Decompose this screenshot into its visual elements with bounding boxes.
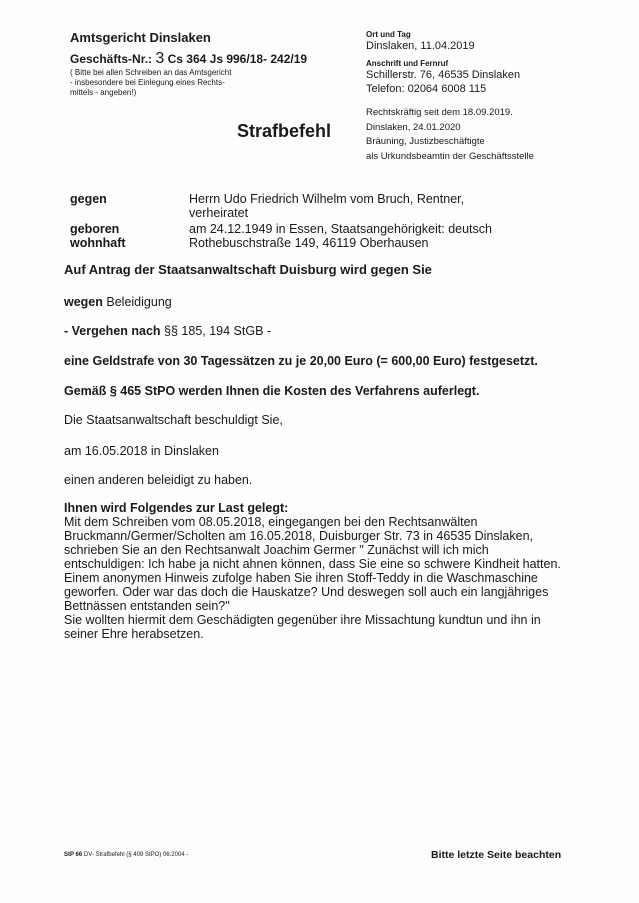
charge-line: Einem anonymen Hinweis zufolge haben Sie ihren Stoff-Teddy in die Waschmaschine xyxy=(64,571,538,585)
charge-line: schrieben Sie an den Rechtsanwalt Joachim Germer " Zunächst will ich mich xyxy=(64,543,489,557)
offense-value: §§ 185, 194 StGB - xyxy=(164,324,272,338)
address: Schillerstr. 76, 46535 Dinslaken xyxy=(366,69,521,81)
insulted-text: einen anderen beleidigt zu haben. xyxy=(64,473,253,487)
because-value: Beleidigung xyxy=(106,295,172,309)
finality-note xyxy=(366,106,534,164)
costs-text: Gemäß § 465 StPO werden Ihnen die Kosten des Verfahrens auferlegt. xyxy=(64,384,480,398)
case-number-value: Cs 364 Js 996/18- 242/19 xyxy=(167,52,308,66)
accuses-text: Die Staatsanwaltschaft beschuldigt Sie, xyxy=(64,413,283,427)
date-place-text: am 16.05.2018 in Dinslaken xyxy=(64,444,219,458)
case-label: Geschäfts-Nr.: xyxy=(70,52,153,66)
case-note xyxy=(70,68,231,98)
place-date: Dinslaken, 11.04.2019 xyxy=(366,40,475,52)
against-value: Herrn Udo Friedrich Wilhelm vom Bruch, Rentner, xyxy=(189,192,465,206)
footer-notice: Bitte letzte Seite beachten xyxy=(431,849,562,861)
charge-heading: Ihnen wird Folgendes zur Last gelegt: xyxy=(64,501,289,515)
finality-line: als Urkundsbeamtin der Geschäftsstelle xyxy=(366,150,534,162)
document-title: Strafbefehl xyxy=(237,121,332,141)
charge-text xyxy=(64,515,561,641)
case-number xyxy=(70,50,307,68)
address-label: Anschrift und Fernruf xyxy=(366,59,449,68)
charge-line: Bettnässen entstanden sein?" xyxy=(64,599,230,613)
finality-line: Dinslaken, 24.01.2020 xyxy=(366,121,461,133)
finality-line: Rechtskräftig seit dem 18.09.2019. xyxy=(366,107,513,118)
phone: Telefon: 02064 6008 115 xyxy=(366,83,487,95)
case-prefix: 3 xyxy=(155,50,165,67)
because-label: wegen xyxy=(64,295,103,309)
application-text: Auf Antrag der Staatsanwaltschaft Duisburg wird gegen Sie xyxy=(64,262,432,277)
note-line: - insbesondere bei Einlegung eines Rechts- xyxy=(70,78,225,87)
born-value: am 24.12.1949 in Essen, Staatsangehörigkeit: deutsch xyxy=(189,222,492,236)
born-label: geboren xyxy=(70,222,120,236)
residence-value: Rothebuschstraße 149, 46119 Oberhausen xyxy=(189,236,429,250)
fine-text: eine Geldstrafe von 30 Tagessätzen zu je 20,00 Euro (= 600,00 Euro) festgesetzt. xyxy=(64,354,538,368)
charge-line: seiner Ehre herabsetzen. xyxy=(64,627,204,641)
because-line xyxy=(64,295,172,309)
form-code-text: DV- Strafbefehl (§ 409 StPO) 06.2004 - xyxy=(83,852,189,858)
place-date-label: Ort und Tag xyxy=(366,30,411,39)
court-name: Amtsgericht Dinslaken xyxy=(70,30,211,45)
charge-line: Mit dem Schreiben vom 08.05.2018, eingegangen bei den Rechtsanwälten xyxy=(64,515,478,529)
offense-prefix: - Vergehen nach xyxy=(64,324,161,338)
form-code-id: StP 66 xyxy=(64,852,83,858)
charge-line: Bruckmann/Germer/Scholten am 16.05.2018, Duisburger Str. 73 in 46535 Dinslaken, xyxy=(64,529,534,543)
against-label: gegen xyxy=(70,192,107,206)
charge-line: Sie wollten hiermit dem Geschädigten gegenüber ihre Missachtung kundtun und ihn in xyxy=(64,613,541,627)
residence-label: wohnhaft xyxy=(70,236,126,250)
offense-line xyxy=(64,324,271,338)
against-value-2: verheiratet xyxy=(189,206,249,220)
charge-line: geworfen. Oder war das doch die Hauskatze? Und deswegen soll auch ein langjähriges xyxy=(64,585,549,599)
charge-line: entschuldigen: Ich habe ja nicht ahnen können, dass Sie eine so schwere Kindheit hatten. xyxy=(64,557,561,571)
note-line: mittels - angeben!) xyxy=(70,88,137,97)
form-code xyxy=(64,852,188,858)
finality-line: Bräuning, Justizbeschäftigte xyxy=(366,136,485,147)
note-line: ( Bitte bei allen Schreiben an das Amtsgericht xyxy=(70,68,232,77)
